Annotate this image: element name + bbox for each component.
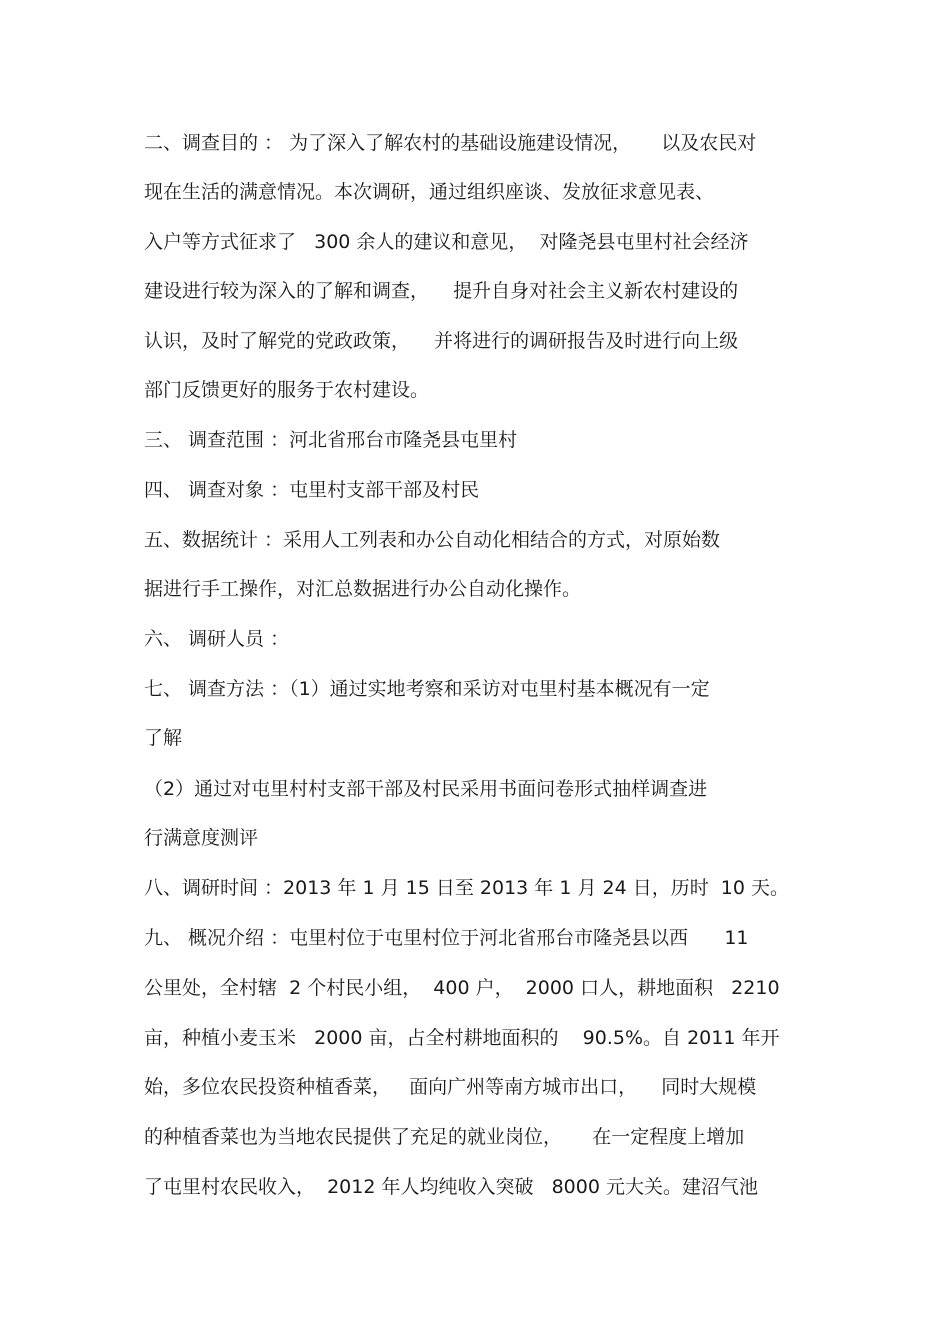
text-line: 七、 调查方法 ：（1）通过实地考察和采访对屯里村基本概况有一定 — [144, 678, 710, 700]
text-line: 二、调查目的 ： 为了深入了解农村的基础设施建设情况， 以及农民对 — [144, 132, 757, 154]
text-line: 公里处，全村辖 2 个村民小组， 400 户， 2000 口人，耕地面积 2210 — [144, 977, 780, 999]
text-line: 据进行手工操作，对汇总数据进行办公自动化操作。 — [144, 578, 582, 600]
text-line: （2）通过对屯里村村支部干部及村民采用书面问卷形式抽样调查进 — [144, 778, 708, 800]
text-line: 了解 — [144, 727, 183, 749]
section-heading: 三、 调查范围 ：河北省邢台市隆尧县屯里村 — [144, 429, 518, 451]
text-line: 五、数据统计 ：采用人工列表和办公自动化相结合的方式，对原始数 — [144, 529, 721, 551]
text-line: 始，多位农民投资种植香菜， 面向广州等南方城市出口， 同时大规模 — [144, 1076, 757, 1098]
section-heading: 六、 调研人员 ： — [144, 628, 290, 650]
text-line: 行满意度测评 — [144, 827, 259, 849]
section-heading: 四、 调查对象 ：屯里村支部干部及村民 — [144, 479, 480, 501]
text-line: 入户等方式征求了 300 余人的建议和意见， 对隆尧县屯里村社会经济 — [144, 231, 749, 253]
text-line: 亩，种植小麦玉米 2000 亩，占全村耕地面积的 90.5%。自 2011 年开 — [144, 1027, 780, 1049]
text-line: 建设进行较为深入的了解和调查， 提升自身对社会主义新农村建设的 — [144, 280, 739, 302]
text-line: 部门反馈更好的服务于农村建设。 — [144, 379, 430, 401]
text-line: 九、 概况介绍 ：屯里村位于屯里村位于河北省邢台市隆尧县以西 11 — [144, 927, 749, 949]
text-line: 八、调研时间 ：2013 年 1 月 15 日至 2013 年 1 月 24 日，历时 10 天。 — [144, 877, 790, 899]
text-line: 了屯里村农民收入， 2012 年人均纯收入突破 8000 元大关。建沼气池 — [144, 1176, 758, 1198]
text-line: 现在生活的满意情况。本次调研，通过组织座谈、发放征求意见表、 — [144, 181, 715, 203]
text-line: 的种植香菜也为当地农民提供了充足的就业岗位， 在一定程度上增加 — [144, 1126, 745, 1148]
text-line: 认识，及时了解党的党政政策， 并将进行的调研报告及时进行向上级 — [144, 330, 739, 352]
